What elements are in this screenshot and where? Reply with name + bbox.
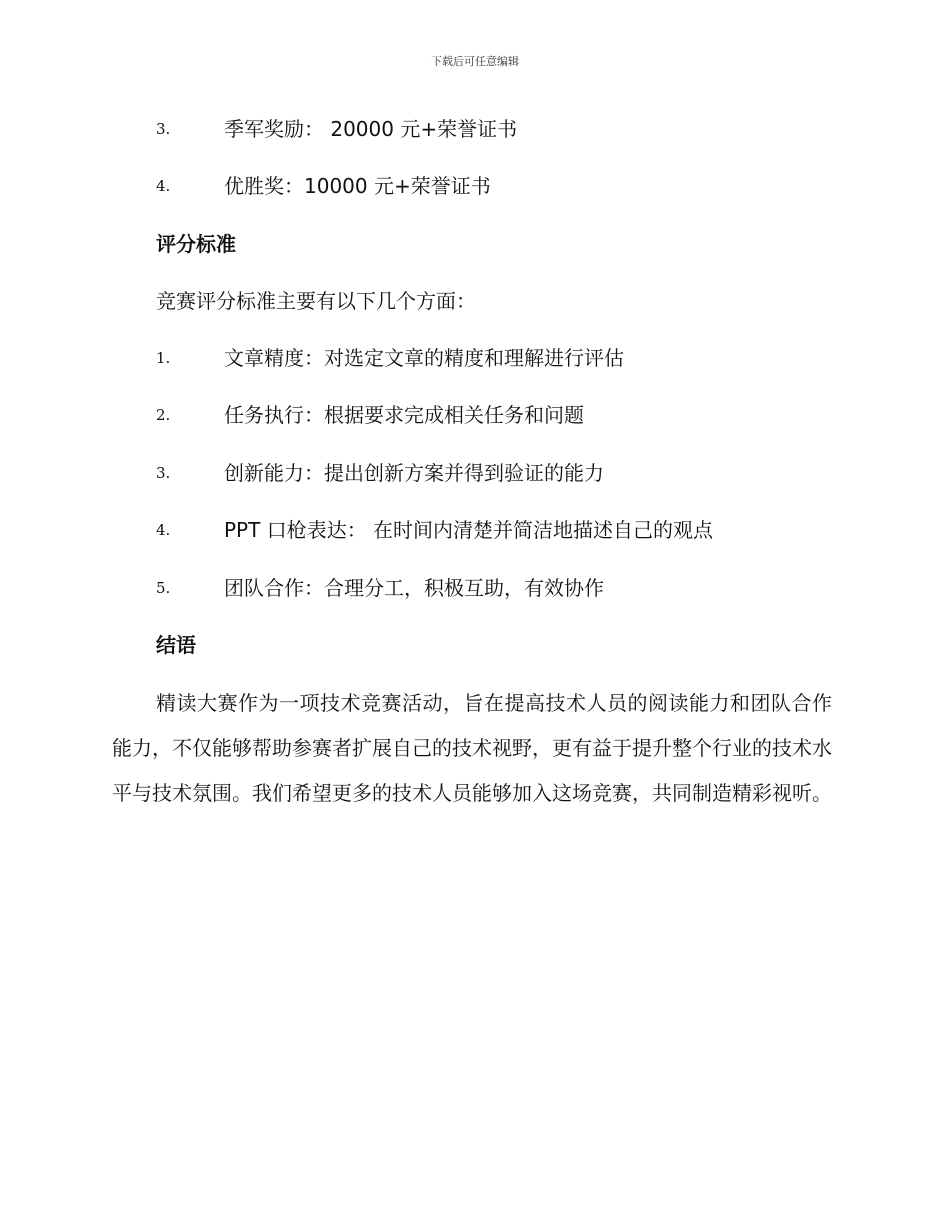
page-header-note: 下载后可任意编辑 (431, 55, 519, 68)
list-item-text: 任务执行：根据要求完成相关任务和问题 (224, 403, 584, 427)
list-item-number: 5. (156, 579, 171, 597)
list-item (0, 459, 950, 487)
list-item-number: 2. (156, 406, 171, 424)
list-item-number: 4. (156, 521, 171, 539)
section-heading-scoring: 评分标准 (156, 232, 236, 256)
list-item (0, 172, 950, 200)
list-item (0, 574, 950, 602)
list-item-text: 文章精度：对选定文章的精度和理解进行评估 (224, 346, 624, 370)
list-item-text: PPT 口枪表达： 在时间内清楚并简洁地描述自己的观点 (224, 518, 714, 542)
list-item (0, 516, 950, 544)
list-item-number: 3. (156, 120, 171, 138)
list-item-number: 3. (156, 464, 171, 482)
list-item-number: 4. (156, 177, 171, 195)
list-item-text: 创新能力：提出创新方案并得到验证的能力 (224, 461, 604, 485)
conclusion-paragraph: 精读大赛作为一项技术竞赛活动，旨在提高技术人员的阅读能力和团队合作能力，不仅能够帮助参赛者扩展自己的技术视野，更有益于提升整个行业的技术水平与技术氛围。我们希望更多的技术人员能够加入这场竞赛，共同制造精彩视听。 (112, 691, 832, 805)
scoring-intro: 竞赛评分标准主要有以下几个方面： (156, 289, 476, 313)
section-heading-conclusion: 结语 (156, 633, 196, 657)
list-item (0, 401, 950, 429)
list-item (0, 344, 950, 372)
list-item-text: 团队合作：合理分工，积极互助，有效协作 (224, 576, 604, 600)
list-item-number: 1. (156, 349, 171, 367)
list-item (0, 115, 950, 143)
list-item-text: 季军奖励： 20000 元+荣誉证书 (224, 117, 518, 141)
list-item-text: 优胜奖：10000 元+荣誉证书 (224, 174, 491, 198)
